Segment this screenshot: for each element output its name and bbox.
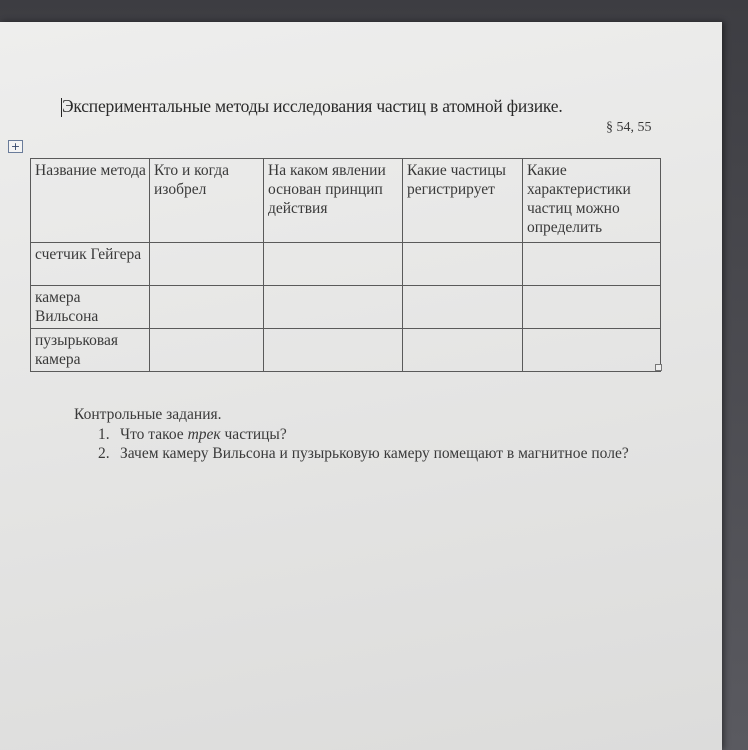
task-text-before: Что такое	[120, 426, 188, 443]
table-cell[interactable]	[523, 329, 661, 372]
list-item[interactable]	[74, 444, 674, 463]
method-cell[interactable]: счетчик Гейгера	[31, 243, 150, 286]
table-cell[interactable]	[264, 286, 403, 329]
table-cell[interactable]	[264, 329, 403, 372]
table-move-handle-icon[interactable]: +	[8, 140, 23, 153]
table-cell[interactable]	[523, 243, 661, 286]
header-cell-characteristics[interactable]: Какие характеристики частиц можно определить	[523, 159, 661, 243]
table-cell[interactable]	[523, 286, 661, 329]
header-cell-principle[interactable]: На каком явлении основан принцип действия	[264, 159, 403, 243]
table-header-row	[31, 159, 661, 243]
table-cell[interactable]	[150, 243, 264, 286]
table-cell[interactable]	[403, 329, 523, 372]
method-cell[interactable]: пузырьковая камера	[31, 329, 150, 372]
header-cell-method-name[interactable]: Название метода	[31, 159, 150, 243]
table-resize-handle[interactable]	[655, 364, 662, 371]
paragraph-reference[interactable]: § 54, 55	[606, 120, 652, 135]
method-cell[interactable]: камера Вильсона	[31, 286, 150, 329]
task-emphasis: трек	[187, 426, 221, 443]
table-cell[interactable]	[403, 286, 523, 329]
tasks-list	[74, 425, 674, 463]
table-cell[interactable]	[403, 243, 523, 286]
task-text-after: частицы?	[220, 426, 287, 443]
table-cell[interactable]	[150, 329, 264, 372]
table-row	[31, 329, 661, 372]
tasks-heading[interactable]: Контрольные задания.	[74, 406, 222, 423]
header-cell-inventor[interactable]: Кто и когда изобрел	[150, 159, 264, 243]
document-title[interactable]: Экспериментальные методы исследования частиц в атомной физике.	[62, 96, 563, 116]
document-page	[0, 22, 722, 750]
table-row	[31, 286, 661, 329]
methods-table[interactable]	[30, 158, 661, 372]
task-text: Зачем камеру Вильсона и пузырьковую камеру помещают в магнитное поле?	[120, 445, 629, 462]
header-cell-particles[interactable]: Какие частицы регистрирует	[403, 159, 523, 243]
table-cell[interactable]	[264, 243, 403, 286]
list-item[interactable]	[74, 425, 674, 444]
table-cell[interactable]	[150, 286, 264, 329]
table-row	[31, 243, 661, 286]
